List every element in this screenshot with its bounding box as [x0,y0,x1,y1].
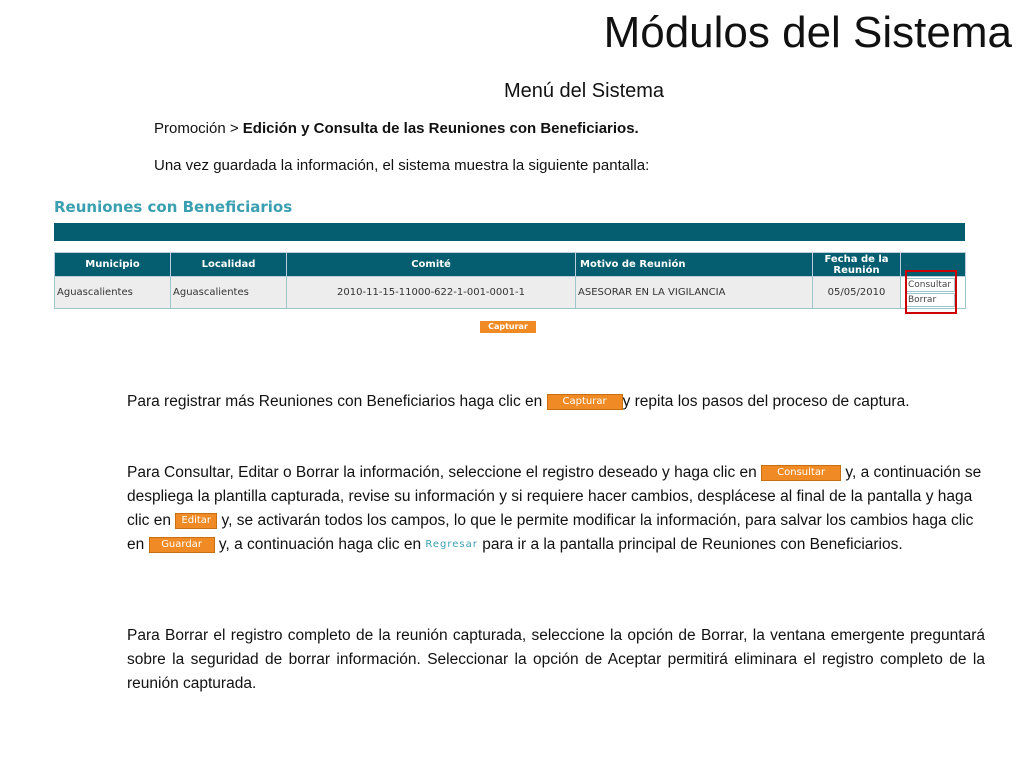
para2-text-mid1: y, a continuación se despliega la plantilla capturada, revise su información y si requiere hacer cambios, desplácese al final de la pantalla y haga clic en [127,464,982,529]
paragraph-capturar [127,390,985,414]
paragraph-consultar [127,461,985,557]
cell-motivo: ASESORAR EN LA VIGILANCIA [576,277,813,309]
para2-text-after: para ir a la pantalla principal de Reuniones con Beneficiarios. [477,536,903,553]
para1-text-before: Para registrar más Reuniones con Beneficiarios haga clic en [127,393,547,410]
cell-fecha: 05/05/2010 [813,277,901,309]
consultar-link[interactable]: Consultar [905,278,955,292]
app-page-title: Reuniones con Beneficiarios [54,198,293,216]
para2-text-before: Para Consultar, Editar o Borrar la información, seleccione el registro deseado y haga clic en [127,464,762,481]
breadcrumb-current: Edición y Consulta de las Reuniones con Beneficiarios. [242,120,639,137]
column-header-motivo: Motivo de Reunión [576,253,813,277]
highlight-box [905,270,957,314]
capturar-inline-button: Capturar [547,394,623,410]
cell-localidad: Aguascalientes [171,277,287,309]
paragraph-borrar: Para Borrar el registro completo de la reunión capturada, seleccione la opción de Borrar, la ventana emergente preguntará sobre la seguridad de borrar información. Seleccionar la opción de Aceptar permitirá eliminara el registro completo de la reunión capturada. [127,627,985,692]
slide-title: Módulos del Sistema [603,8,1012,57]
reuniones-table [54,252,966,309]
guardar-inline-button: Guardar [149,537,215,553]
breadcrumb-prefix: Promoción > [154,120,243,137]
editar-inline-button: Editar [175,513,217,529]
regresar-inline-link: Regresar [425,539,478,550]
app-header-bar [54,223,965,241]
slide-subtitle: Menú del Sistema [503,80,665,102]
table-row[interactable] [55,277,966,309]
column-header-municipio: Municipio [55,253,171,277]
cell-municipio: Aguascalientes [55,277,171,309]
para2-text-mid3: y, a continuación haga clic en [214,536,426,553]
cell-comite: 2010-11-15-11000-622-1-001-0001-1 [287,277,576,309]
table-header-row [55,253,966,277]
borrar-link[interactable]: Borrar [905,293,955,307]
intro-text: Una vez guardada la información, el sistema muestra la siguiente pantalla: [154,157,650,174]
column-header-localidad: Localidad [171,253,287,277]
column-header-comite: Comité [287,253,576,277]
consultar-inline-button: Consultar [761,465,841,481]
para1-text-after: y repita los pasos del proceso de captura. [622,393,910,410]
capturar-button[interactable]: Capturar [480,321,536,333]
column-header-fecha: Fecha de la Reunión [813,253,901,277]
para2-text-mid2: y, se activarán todos los campos, lo que le permite modificar la información, para salvar los cambios haga clic en [127,512,974,553]
breadcrumb [154,120,639,137]
